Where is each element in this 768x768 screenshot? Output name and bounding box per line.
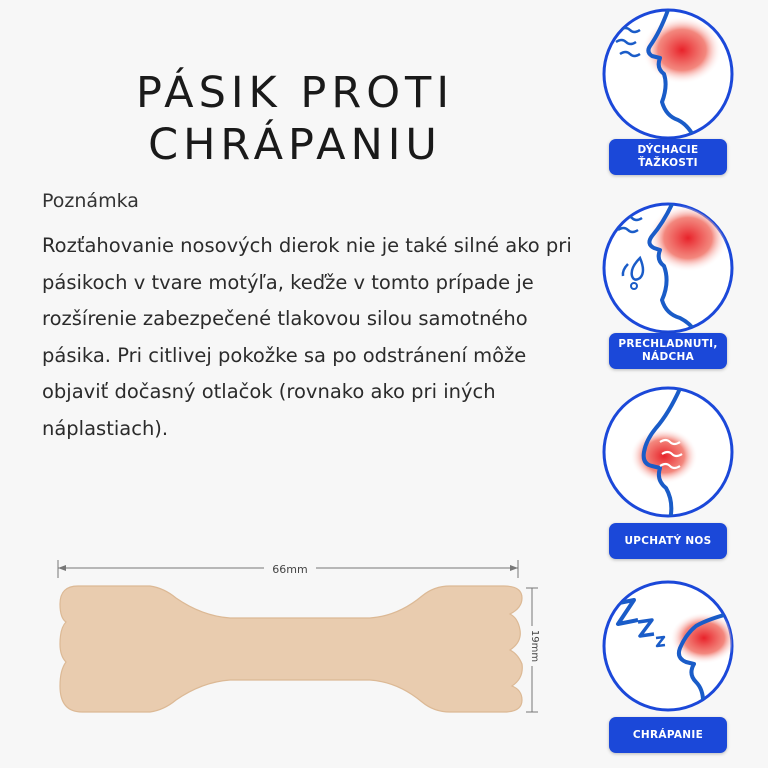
- nasal-strip-drawing: [52, 552, 552, 732]
- badge-cold-runny-nose: [609, 333, 727, 369]
- title-line-2: CHRÁPANIU: [148, 119, 442, 170]
- nasal-strip-shape: [60, 586, 522, 712]
- badge-label: UPCHATÝ NOS: [624, 534, 712, 547]
- height-label: 19mm: [529, 629, 540, 663]
- badge-label: PRECHLADNUTI, NÁDCHA: [618, 338, 718, 363]
- width-arrow-left: [58, 565, 66, 571]
- note-body: Rozťahovanie nosových dierok nie je také silné ako pri pásikoch v tvare motýľa, keďže v tomto prípade je rozšírenie zabezpečené tlakovou silou samotného pásika. Pri citlivej pokožke sa po odstránení môže objaviť dočasný otlačok (rovnako ako pri iných náplastiach).: [42, 234, 572, 440]
- badge-label: CHRÁPANIE: [632, 728, 704, 741]
- note-heading: Poznámka: [42, 190, 139, 212]
- cold-runny-nose-icon: [600, 200, 736, 336]
- badge-label: DÝCHACIE ŤAŽKOSTI: [637, 144, 699, 169]
- page-title: [100, 67, 490, 171]
- width-label: 66mm: [272, 563, 308, 576]
- width-arrow-right: [510, 565, 518, 571]
- blocked-nose-icon: [600, 384, 736, 520]
- badge-snoring: [609, 717, 727, 753]
- badge-blocked-nose: [609, 523, 727, 559]
- breathing-difficulty-icon: [600, 6, 736, 142]
- badge-breathing-difficulty: [609, 139, 727, 175]
- snoring-icon: [600, 578, 736, 714]
- nasal-strip-illustration: [52, 552, 552, 732]
- title-line-1: PÁSIK PROTI: [135, 67, 455, 118]
